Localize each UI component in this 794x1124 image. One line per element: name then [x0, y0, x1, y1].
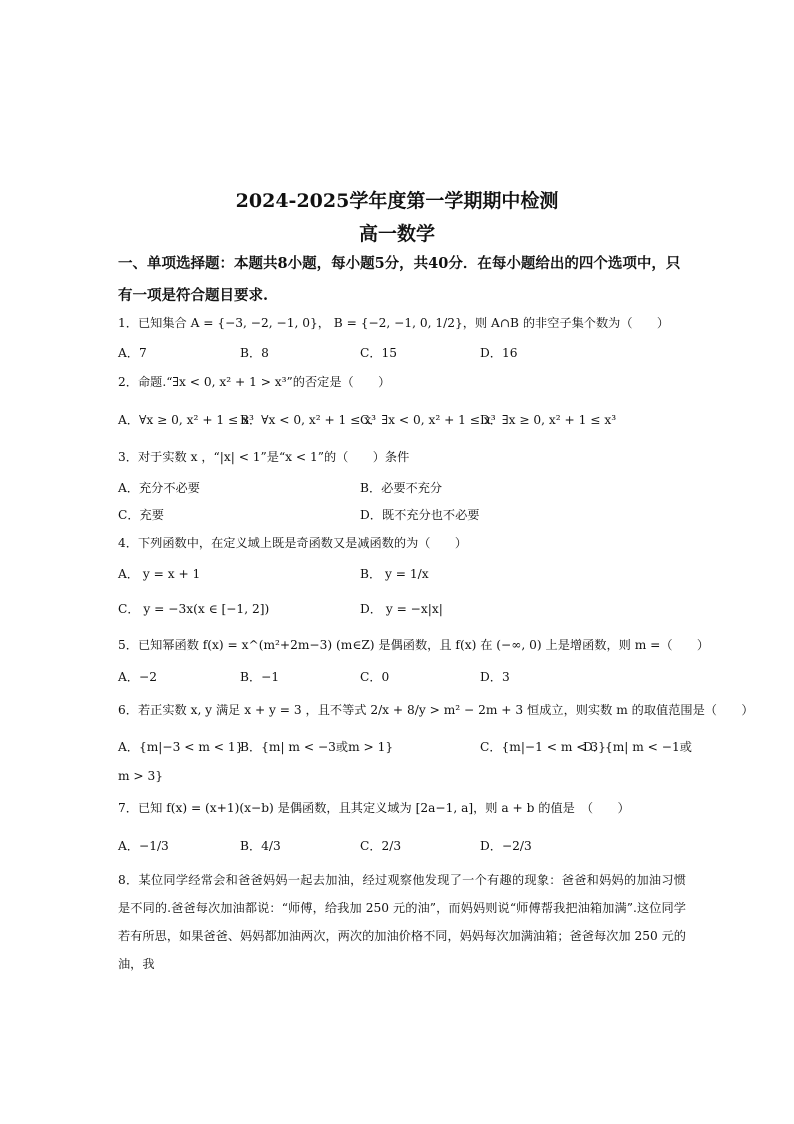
question-3-option-a: A．充分不必要 [118, 481, 200, 495]
question-2-stem: 2．命题.“∃x < 0, x² + 1 > x³”的否定是（ ） [118, 375, 391, 389]
question-3-option-b: B．必要不充分 [360, 481, 443, 495]
question-5-stem: 5．已知幂函数 f(x) = x^(m²+2m−3) (m∈Z) 是偶函数，且 f(x) 在 (−∞, 0) 上是增函数，则 m =（ ） [118, 638, 710, 652]
question-1-stem: 1．已知集合 A = {−3, −2, −1, 0}， B = {−2, −1, 0, 1/2}，则 A∩B 的非空子集个数为（ ） [118, 316, 670, 330]
section-heading: 一、单项选择题：本题共8小题，每小题5分，共40分．在每小题给出的四个选项中，只有一项是符合题目要求. [118, 255, 681, 304]
question-7-option-c: C．2/3 [360, 839, 402, 853]
question-2-option-c: C．∃x < 0, x² + 1 ≤ x³ [360, 413, 496, 427]
question-7-option-b: B．4/3 [240, 839, 281, 853]
question-4-option-b: B． y = 1/x [360, 567, 429, 581]
question-7-option-d: D．−2/3 [480, 839, 532, 853]
question-5-option-a: A．−2 [118, 670, 157, 684]
question-7-stem: 7．已知 f(x) = (x+1)(x−b) 是偶函数，且其定义域为 [2a−1, a]，则 a + b 的值是 （ ） [118, 801, 630, 815]
question-2-option-d: D．∃x ≥ 0, x² + 1 ≤ x³ [480, 413, 617, 427]
question-4-stem: 4．下列函数中，在定义域上既是奇函数又是减函数的为（ ） [118, 536, 468, 550]
question-6-option-c: C．{m|−1 < m < 3} [480, 740, 606, 754]
question-4-option-d: D． y = −x|x| [360, 602, 443, 616]
question-3-option-c: C．充要 [118, 508, 164, 522]
question-2-option-b: B．∀x < 0, x² + 1 ≤ x³ [240, 413, 377, 427]
question-7-option-a: A．−1/3 [118, 839, 169, 853]
question-6-option-a: A．{m|−3 < m < 1} [118, 740, 244, 754]
question-5-option-d: D．3 [480, 670, 510, 684]
question-2-option-a: A．∀x ≥ 0, x² + 1 ≤ x³ [118, 413, 254, 427]
question-1-option-b: B．8 [240, 346, 269, 360]
question-4-option-c: C． y = −3x(x ∈ [−1, 2]) [118, 602, 270, 616]
question-6-option-d: D．{m| m < −1或 [583, 740, 692, 754]
question-1-option-c: C．15 [360, 346, 398, 360]
question-3-option-d: D．既不充分也不必要 [360, 508, 480, 522]
question-6-option-b: B．{m| m < −3或m > 1} [240, 740, 394, 754]
exam-subject: 高一数学 [358, 223, 435, 245]
question-3-stem: 3．对于实数 x ，“|x| < 1”是“x < 1”的（ ）条件 [118, 450, 410, 464]
question-4-option-a: A． y = x + 1 [118, 567, 201, 581]
question-6-stem: 6．若正实数 x, y 满足 x + y = 3 ，且不等式 2/x + 8/y > m² − 2m + 3 恒成立，则实数 m 的取值范围是（ ） [118, 703, 754, 717]
question-5-option-c: C．0 [360, 670, 390, 684]
question-8-stem: 8．某位同学经常会和爸爸妈妈一起去加油，经过观察他发现了一个有趣的现象：爸爸和妈妈的加油习惯是不同的.爸爸每次加油都说：“师傅，给我加 250 元的油”，而妈妈则说“师傅帮我把油箱加满”.这位同学若有所思，如果爸爸、妈妈都加油两次，两次的加油价格不同，妈妈每次加满油箱；爸爸每次加 250 元的油，我 [118, 873, 686, 971]
question-1-option-a: A．7 [118, 346, 147, 360]
question-1-option-d: D．16 [480, 346, 518, 360]
exam-title: 2024-2025学年度第一学期期中检测 [235, 190, 559, 212]
question-5-option-b: B．−1 [240, 670, 280, 684]
question-6-option-d-continued: m > 3} [118, 769, 164, 783]
